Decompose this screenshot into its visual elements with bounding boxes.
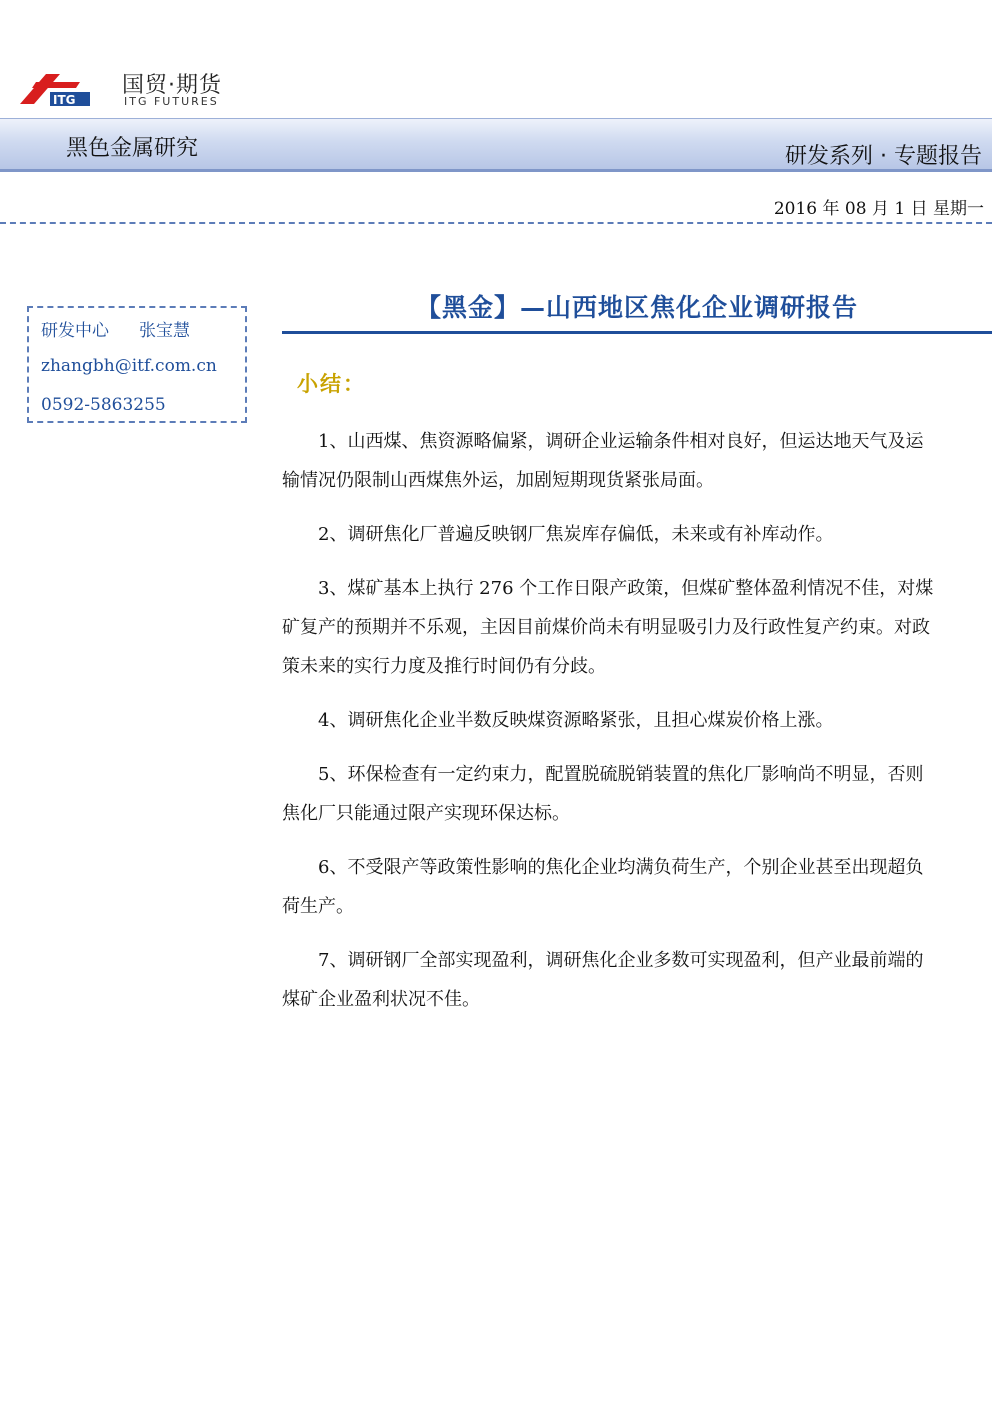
report-date: 2016 年 08 月 1 日 星期一 [773,199,984,219]
itg-logo [20,70,220,110]
contact-name: 张宝慧 [139,321,190,341]
summary-paragraph: 6、不受限产等政策性影响的焦化企业均满负荷生产，个别企业甚至出现超负荷生产。 [282,857,924,917]
contact-box [27,306,247,423]
report-title: 【黑金】—山西地区焦化企业调研报告 [415,293,858,322]
summary-paragraph: 4、调研焦化企业半数反映煤资源略紧张，且担心煤炭价格上涨。 [318,710,834,731]
summary-paragraph: 1、山西煤、焦资源略偏紧，调研企业运输条件相对良好，但运达地天气及运输情况仍限制山西煤焦外运，加剧短期现货紧张局面。 [282,431,924,491]
summary-paragraphs [282,422,934,1034]
logo-chinese-name: 国贸·期货 [122,73,222,98]
header-banner [0,118,992,172]
logo-mark-text: ITG [53,93,76,107]
summary-paragraph: 5、环保检查有一定约束力，配置脱硫脱销装置的焦化厂影响尚不明显，否则焦化厂只能通过限产实现环保达标。 [282,764,924,824]
itg-logo-mark [20,70,92,108]
summary-heading: 小结： [297,371,366,396]
header-divider [0,222,992,224]
logo-english-name: ITG FUTURES [124,95,219,108]
title-underline [282,331,992,334]
contact-department: 研发中心 [41,321,109,341]
report-series: 研发系列 · 专题报告 [785,144,982,169]
section-title: 黑色金属研究 [66,136,199,161]
summary-paragraph: 7、调研钢厂全部实现盈利，调研焦化企业多数可实现盈利，但产业最前端的煤矿企业盈利状况不佳。 [282,950,924,1010]
contact-email[interactable]: zhangbh@itf.com.cn [41,356,217,376]
summary-paragraph: 3、煤矿基本上执行 276 个工作日限产政策，但煤矿整体盈利情况不佳，对煤矿复产的预期并不乐观，主因目前煤价尚未有明显吸引力及行政性复产约束。对政策未来的实行力度及推行时间仍有分歧。 [282,578,934,677]
summary-paragraph: 2、调研焦化厂普遍反映钢厂焦炭库存偏低，未来或有补库动作。 [318,524,834,545]
contact-phone: 0592-5863255 [41,395,166,415]
